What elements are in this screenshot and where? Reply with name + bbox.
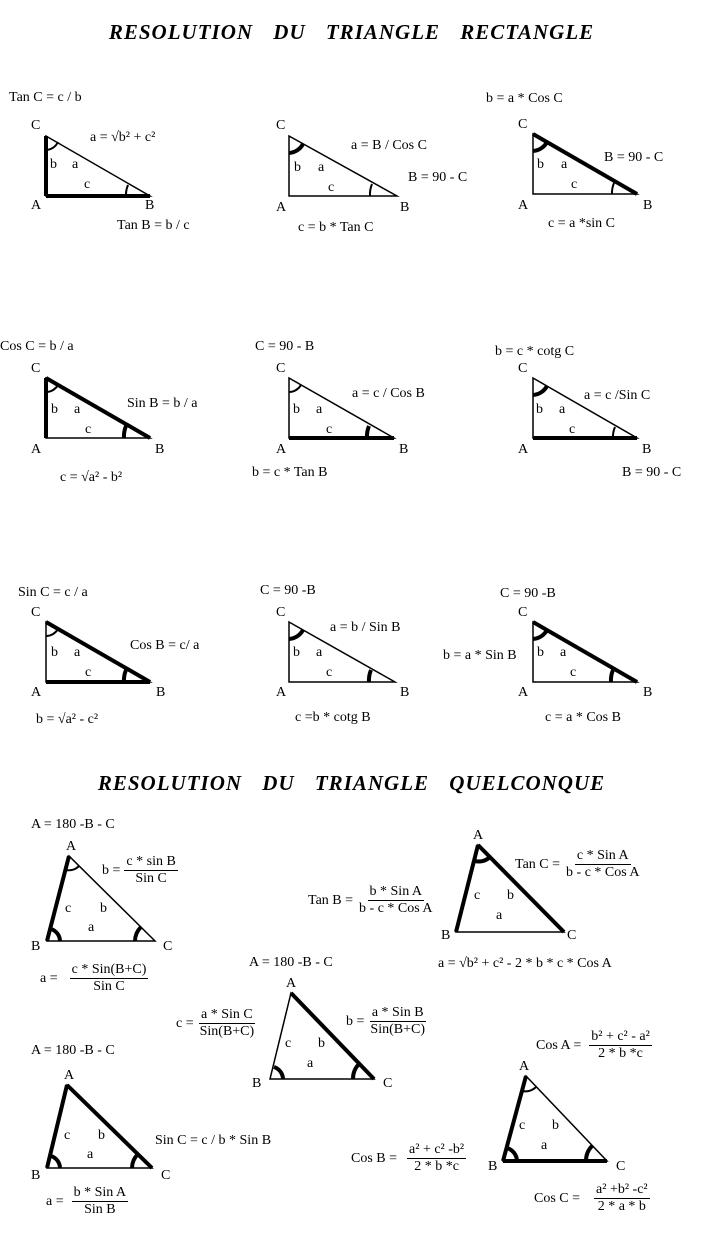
formula: b = c * Tan B bbox=[252, 465, 328, 480]
side-c: c bbox=[474, 888, 481, 903]
side-b: b bbox=[293, 645, 300, 660]
formula: a = √b² + c² bbox=[90, 130, 156, 145]
title-right-triangle: RESOLUTION DU TRIANGLE RECTANGLE bbox=[108, 20, 595, 44]
numerator: b² + c² - a² bbox=[591, 1029, 650, 1044]
vertex-C: C bbox=[383, 1076, 393, 1091]
side-c: c bbox=[65, 901, 72, 916]
formula: B = 90 - C bbox=[604, 150, 664, 165]
side-c: c bbox=[326, 665, 333, 680]
side-c: c bbox=[519, 1118, 526, 1133]
vertex-A: A bbox=[518, 685, 529, 700]
formula: c =b * cotg B bbox=[295, 710, 371, 725]
denominator: 2 * b *c bbox=[414, 1159, 459, 1174]
formula: b = √a² - c² bbox=[36, 712, 99, 727]
numerator: a * Sin B bbox=[371, 1005, 424, 1020]
fraction-lhs: c = bbox=[176, 1015, 194, 1031]
denominator: b - c * Cos A bbox=[566, 865, 640, 880]
vertex-B: B bbox=[643, 685, 653, 700]
fraction-cos-c bbox=[534, 1182, 650, 1215]
denominator: Sin C bbox=[93, 979, 125, 994]
vertex-C: C bbox=[567, 928, 577, 943]
vertex-B: B bbox=[400, 200, 410, 215]
vertex-C: C bbox=[161, 1168, 171, 1183]
vertex-B: B bbox=[145, 198, 155, 213]
side-b: b bbox=[552, 1118, 559, 1133]
formula: c = a *sin C bbox=[548, 216, 615, 231]
side-a: a bbox=[316, 645, 323, 660]
fraction-lhs: b = bbox=[346, 1013, 365, 1029]
side-a: a bbox=[74, 402, 81, 417]
side-a: a bbox=[541, 1138, 548, 1153]
numerator: b * Sin A bbox=[73, 1185, 127, 1200]
side-c: c bbox=[85, 422, 92, 437]
numerator: a * Sin C bbox=[201, 1007, 253, 1022]
formula: A = 180 -B - C bbox=[31, 817, 115, 832]
vertex-A: A bbox=[64, 1068, 75, 1083]
vertex-B: B bbox=[31, 939, 41, 954]
side-c: c bbox=[85, 665, 92, 680]
side-b: b bbox=[294, 160, 301, 175]
formula: b = c * cotg C bbox=[495, 344, 575, 359]
fraction-lhs: b = bbox=[102, 862, 121, 878]
side-a: a bbox=[74, 645, 81, 660]
vertex-A: A bbox=[519, 1059, 530, 1074]
side-c: c bbox=[571, 177, 578, 192]
side-a: a bbox=[560, 645, 567, 660]
fraction-lhs: Cos A = bbox=[536, 1037, 582, 1053]
side-c: c bbox=[326, 422, 333, 437]
denominator: Sin(B+C) bbox=[199, 1024, 255, 1039]
vertex-B: B bbox=[642, 442, 652, 457]
side-a: a bbox=[559, 402, 566, 417]
side-b: b bbox=[293, 402, 300, 417]
side-c: c bbox=[328, 180, 335, 195]
vertex-B: B bbox=[399, 442, 409, 457]
side-a: a bbox=[72, 157, 79, 172]
formula: Tan C = c / b bbox=[9, 90, 82, 105]
vertex-C: C bbox=[616, 1159, 626, 1174]
numerator: c * Sin(B+C) bbox=[71, 962, 147, 977]
formula: c = b * Tan C bbox=[298, 220, 374, 235]
side-c: c bbox=[84, 177, 91, 192]
vertex-A: A bbox=[66, 839, 77, 854]
formula: c = √a² - b² bbox=[60, 470, 123, 485]
denominator: 2 * b *c bbox=[598, 1046, 643, 1061]
side-b: b bbox=[51, 645, 58, 660]
side-a: a bbox=[88, 920, 95, 935]
vertex-C: C bbox=[31, 605, 41, 620]
side-b: b bbox=[51, 402, 58, 417]
fraction-lhs: Tan B = bbox=[308, 892, 354, 908]
vertex-C: C bbox=[518, 361, 528, 376]
formula: C = 90 -B bbox=[500, 586, 556, 601]
side-b: b bbox=[318, 1036, 325, 1051]
fraction-lhs: a = bbox=[46, 1193, 64, 1209]
formula: a = c /Sin C bbox=[584, 388, 651, 403]
vertex-C: C bbox=[276, 361, 286, 376]
vertex-C: C bbox=[163, 939, 173, 954]
vertex-A: A bbox=[286, 976, 297, 991]
vertex-C: C bbox=[31, 361, 41, 376]
vertex-B: B bbox=[643, 198, 653, 213]
side-a: a bbox=[318, 160, 325, 175]
vertex-C: C bbox=[518, 117, 528, 132]
vertex-A: A bbox=[31, 198, 42, 213]
side-c: c bbox=[569, 422, 576, 437]
numerator: a² + c² -b² bbox=[409, 1142, 465, 1157]
denominator: Sin(B+C) bbox=[370, 1022, 425, 1037]
side-a: a bbox=[496, 908, 503, 923]
formula: B = 90 - C bbox=[408, 170, 468, 185]
side-a: a bbox=[561, 157, 568, 172]
formula: Sin B = b / a bbox=[127, 396, 198, 411]
denominator: Sin B bbox=[84, 1202, 116, 1217]
formula: Tan B = b / c bbox=[117, 218, 190, 233]
side-b: b bbox=[98, 1128, 105, 1143]
vertex-A: A bbox=[518, 442, 529, 457]
vertex-C: C bbox=[276, 118, 286, 133]
vertex-A: A bbox=[31, 685, 42, 700]
vertex-A: A bbox=[518, 198, 529, 213]
vertex-B: B bbox=[252, 1076, 262, 1091]
side-b: b bbox=[507, 888, 514, 903]
formula: Sin C = c / b * Sin B bbox=[155, 1133, 272, 1148]
side-b: b bbox=[537, 157, 544, 172]
fraction-cos-b bbox=[351, 1142, 466, 1175]
formula: a = B / Cos C bbox=[351, 138, 427, 153]
side-c: c bbox=[570, 665, 577, 680]
formula: A = 180 -B - C bbox=[31, 1043, 115, 1058]
side-c: c bbox=[285, 1036, 292, 1051]
vertex-A: A bbox=[31, 442, 42, 457]
numerator: a² +b² -c² bbox=[596, 1182, 648, 1197]
side-c: c bbox=[64, 1128, 71, 1143]
vertex-B: B bbox=[488, 1159, 498, 1174]
formula: a = c / Cos B bbox=[352, 386, 425, 401]
formula: b = a * Sin B bbox=[443, 648, 517, 663]
formula: C = 90 -B bbox=[260, 583, 316, 598]
vertex-B: B bbox=[31, 1168, 41, 1183]
fraction-lhs: Cos C = bbox=[534, 1190, 581, 1206]
denominator: Sin C bbox=[135, 871, 167, 886]
side-b: b bbox=[50, 157, 57, 172]
formula: c = a * Cos B bbox=[545, 710, 621, 725]
numerator: b * Sin A bbox=[369, 884, 423, 899]
fraction-lhs: a = bbox=[40, 970, 58, 986]
side-a: a bbox=[87, 1147, 94, 1162]
side-b: b bbox=[536, 402, 543, 417]
formula: b = a * Cos C bbox=[486, 91, 563, 106]
vertex-A: A bbox=[276, 200, 287, 215]
numerator: c * Sin A bbox=[576, 848, 629, 863]
formula: C = 90 - B bbox=[255, 339, 315, 354]
vertex-A: A bbox=[276, 442, 287, 457]
fraction-lhs: Tan C = bbox=[515, 856, 561, 872]
denominator: 2 * a * b bbox=[597, 1199, 646, 1214]
formula: a = √b² + c² - 2 * b * c * Cos A bbox=[438, 956, 612, 971]
vertex-C: C bbox=[276, 605, 286, 620]
formula: Cos B = c/ a bbox=[130, 638, 200, 653]
formula: A = 180 -B - C bbox=[249, 955, 333, 970]
vertex-C: C bbox=[518, 605, 528, 620]
fraction-lhs: Cos B = bbox=[351, 1150, 398, 1166]
fraction-cos-a bbox=[536, 1029, 652, 1062]
vertex-A: A bbox=[473, 828, 484, 843]
side-b: b bbox=[537, 645, 544, 660]
numerator: c * sin B bbox=[126, 854, 176, 869]
formula: a = b / Sin B bbox=[330, 620, 401, 635]
vertex-B: B bbox=[441, 928, 451, 943]
denominator: b - c * Cos A bbox=[359, 901, 433, 916]
vertex-B: B bbox=[155, 442, 165, 457]
formula: Sin C = c / a bbox=[18, 585, 88, 600]
formula: B = 90 - C bbox=[622, 465, 682, 480]
vertex-A: A bbox=[276, 685, 287, 700]
vertex-B: B bbox=[156, 685, 166, 700]
vertex-C: C bbox=[31, 118, 41, 133]
side-a: a bbox=[307, 1056, 314, 1071]
side-a: a bbox=[316, 402, 323, 417]
vertex-B: B bbox=[400, 685, 410, 700]
title-oblique-triangle: RESOLUTION DU TRIANGLE QUELCONQUE bbox=[97, 771, 606, 795]
formula: Cos C = b / a bbox=[0, 339, 74, 354]
side-b: b bbox=[100, 901, 107, 916]
